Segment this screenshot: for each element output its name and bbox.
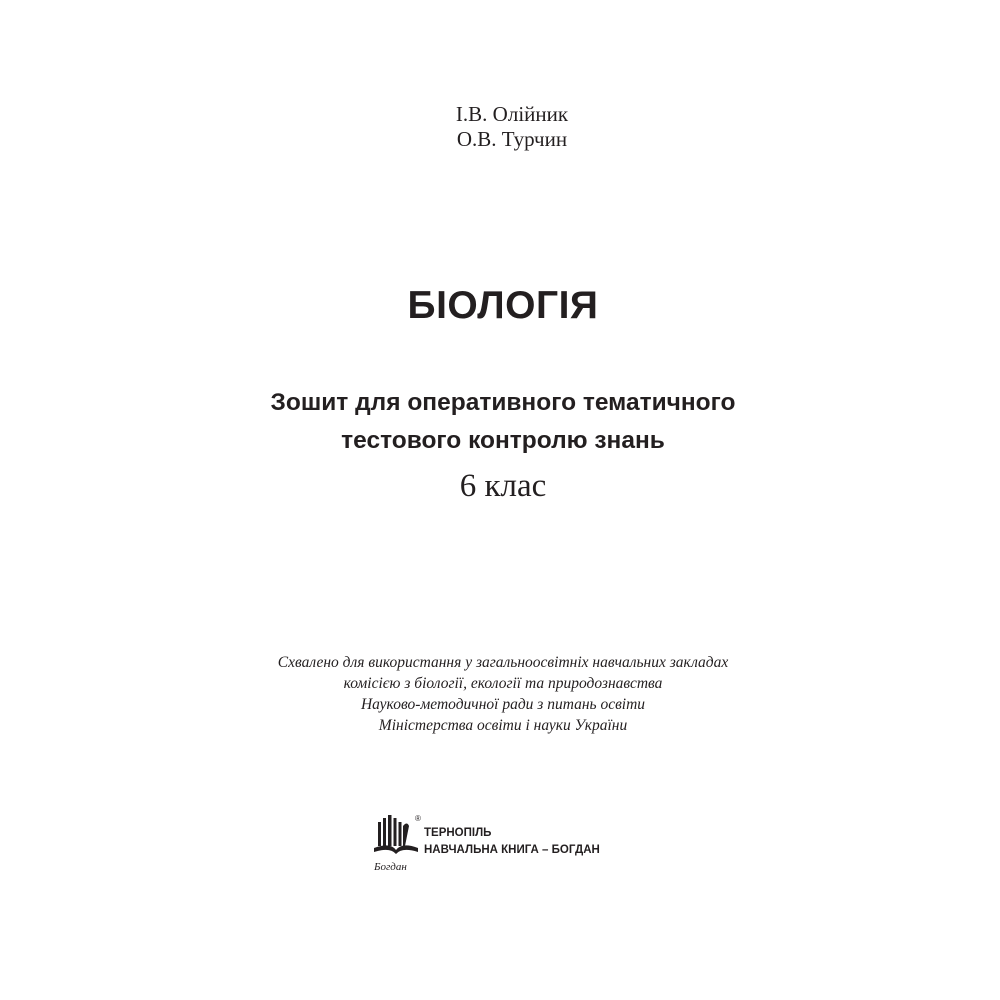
publisher-block [372,812,632,874]
logo-signature: Богдан [374,861,407,873]
approval-note [0,652,1000,736]
approval-line: комісією з біології, екології та природознавства [343,675,663,692]
publisher-city: ТЕРНОПІЛЬ [424,827,492,839]
publisher-logo-icon [372,812,422,874]
publisher-name: НАВЧАЛЬНА КНИГА – БОГДАН [424,844,600,856]
book-title: БІОЛОГІЯ [407,284,599,327]
approval-line: Міністерства освіти і науки України [378,717,628,734]
authors-block [0,102,1000,152]
book-subtitle [0,384,1000,460]
grade-label: 6 клас [459,468,547,504]
author-name: І.В. Олійник [455,102,569,126]
publisher-text [424,825,600,859]
subtitle-line: Зошит для оперативного тематичного [270,389,736,416]
author-name: О.В. Турчин [456,127,568,151]
approval-line: Схвалено для використання у загальноосвітніх навчальних закладах [277,654,729,671]
subtitle-line: тестового контролю знань [341,427,665,454]
approval-line: Науково-методичної ради з питань освіти [360,696,646,713]
registered-mark: ® [415,814,421,823]
